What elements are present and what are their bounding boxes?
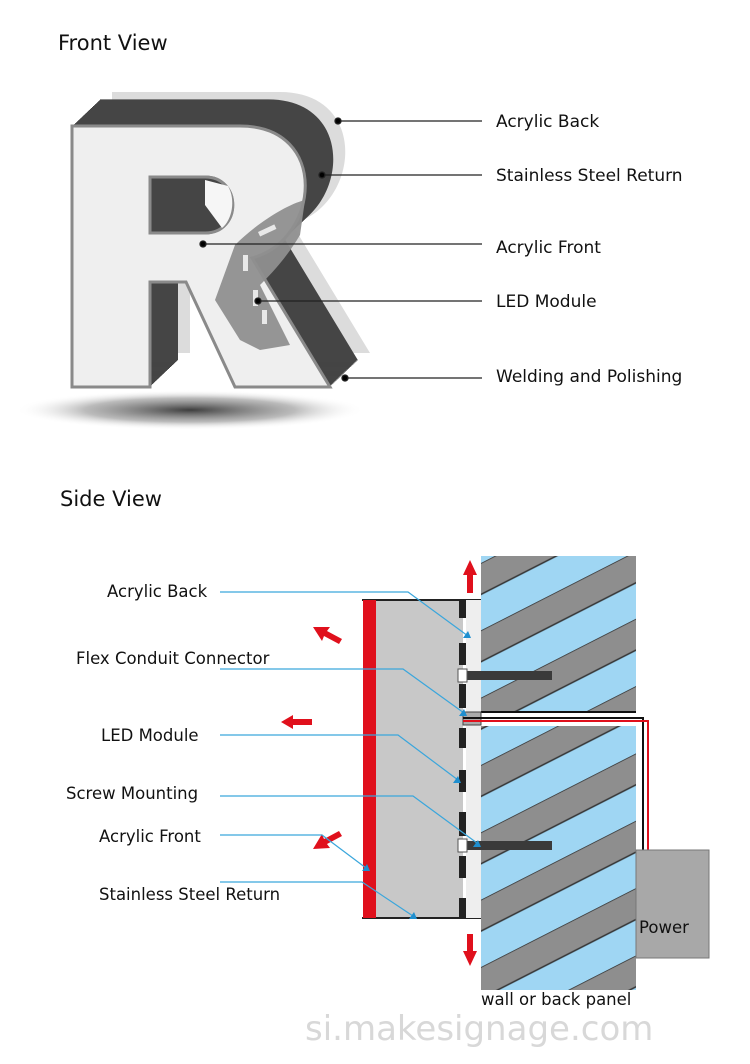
label-led-module: LED Module: [496, 292, 597, 312]
letter-r-illustration: [72, 92, 370, 387]
power-label: Power: [639, 918, 689, 937]
letter-shadow: [15, 390, 365, 430]
side-label-screw-mounting: Screw Mounting: [66, 784, 199, 803]
arrow-left-icon: [281, 715, 312, 729]
side-label-flex-conduit: Flex Conduit Connector: [76, 649, 270, 668]
label-acrylic-back: Acrylic Back: [496, 112, 600, 132]
sign-cross-section: [362, 600, 481, 918]
label-welding-polishing: Welding and Polishing: [496, 367, 683, 387]
front-view-title: Front View: [58, 31, 168, 55]
side-label-acrylic-back: Acrylic Back: [107, 582, 208, 601]
side-view-title: Side View: [60, 487, 162, 511]
power-box: [636, 850, 709, 958]
side-label-acrylic-front: Acrylic Front: [99, 827, 201, 846]
side-label-stainless-return: Stainless Steel Return: [99, 885, 281, 904]
wall-label: wall or back panel: [481, 990, 632, 1009]
label-acrylic-front: Acrylic Front: [496, 238, 601, 258]
arrow-up-icon: [463, 560, 477, 593]
arrow-up-left-icon: [313, 627, 342, 644]
arrow-down-icon: [463, 934, 477, 966]
watermark: si.makesignage.com: [305, 1009, 654, 1049]
side-label-led-module: LED Module: [101, 726, 199, 745]
wall: [481, 556, 636, 990]
label-stainless-steel-return: Stainless Steel Return: [496, 166, 683, 186]
